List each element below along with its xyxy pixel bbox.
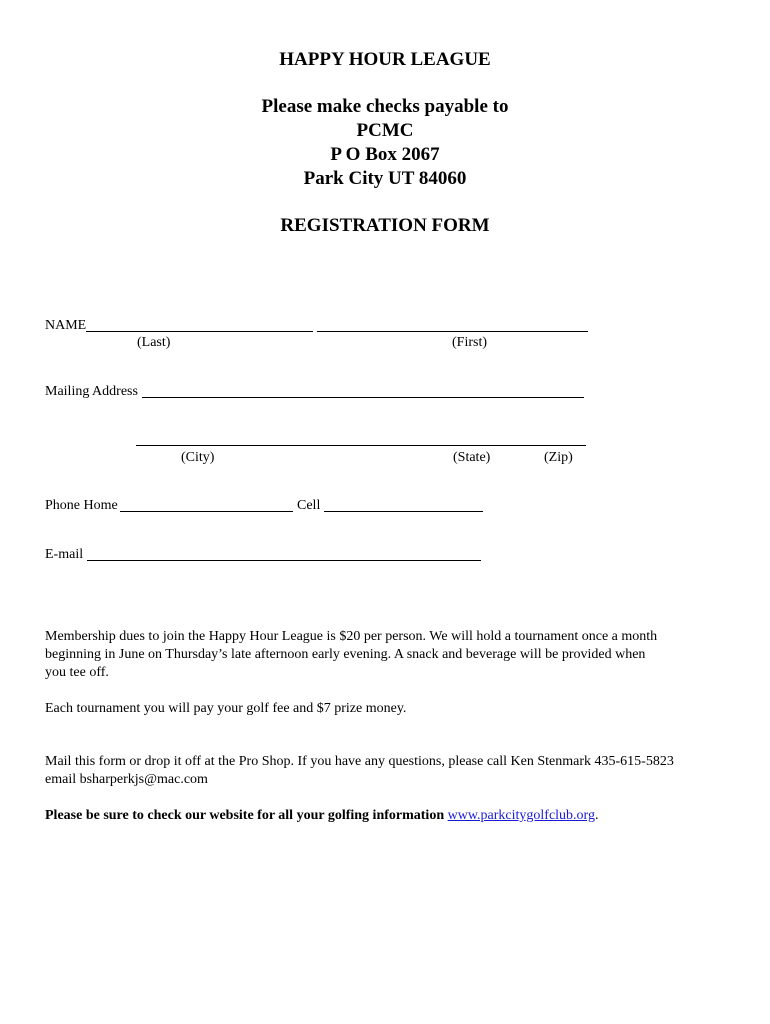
dues-line-1: Membership dues to join the Happy Hour League is $20 per person. We will hold a tournament once a month — [45, 629, 658, 644]
city-state-zip-field[interactable] — [136, 445, 586, 446]
dues-line-3: you tee off. — [45, 665, 109, 680]
phone-home-field[interactable] — [120, 511, 293, 512]
mail-paragraph — [45, 753, 745, 789]
first-name-field[interactable] — [317, 331, 588, 332]
last-name-field[interactable] — [86, 331, 313, 332]
payable-line: Please make checks payable to — [261, 96, 509, 117]
mailing-address-field[interactable] — [142, 397, 584, 398]
mail-line-1: Mail this form or drop it off at the Pro Shop. If you have any questions, please call Ken Stenmark 435-615-5823 — [45, 754, 674, 769]
website-paragraph — [45, 807, 735, 825]
payee-name: PCMC — [356, 120, 414, 141]
phone-home-label: Phone Home — [45, 498, 118, 513]
name-label: NAME — [45, 318, 87, 333]
city-caption: (City) — [181, 450, 215, 465]
website-period: . — [594, 808, 599, 823]
first-caption: (First) — [452, 335, 487, 350]
cell-label: Cell — [297, 498, 321, 513]
mailing-address-label: Mailing Address — [45, 384, 138, 399]
email-field[interactable] — [87, 560, 481, 561]
tournament-paragraph: Each tournament you will pay your golf fee and $7 prize money. — [45, 701, 407, 716]
league-title: HAPPY HOUR LEAGUE — [279, 49, 491, 70]
last-caption: (Last) — [137, 335, 171, 350]
cell-field[interactable] — [324, 511, 483, 512]
po-box: P O Box 2067 — [330, 144, 440, 165]
city-state-zip: Park City UT 84060 — [303, 168, 467, 189]
zip-caption: (Zip) — [544, 450, 573, 465]
form-title: REGISTRATION FORM — [280, 215, 490, 236]
state-caption: (State) — [453, 450, 491, 465]
email-label: E-mail — [45, 547, 84, 562]
website-link[interactable]: www.parkcitygolfclub.org — [447, 808, 595, 823]
dues-paragraph — [45, 628, 735, 682]
website-text: Please be sure to check our website for all your golfing information — [45, 808, 445, 823]
dues-line-2: beginning in June on Thursday’s late afternoon early evening. A snack and beverage will be provided when — [45, 647, 646, 662]
mail-line-2: email bsharperkjs@mac.com — [45, 772, 208, 787]
